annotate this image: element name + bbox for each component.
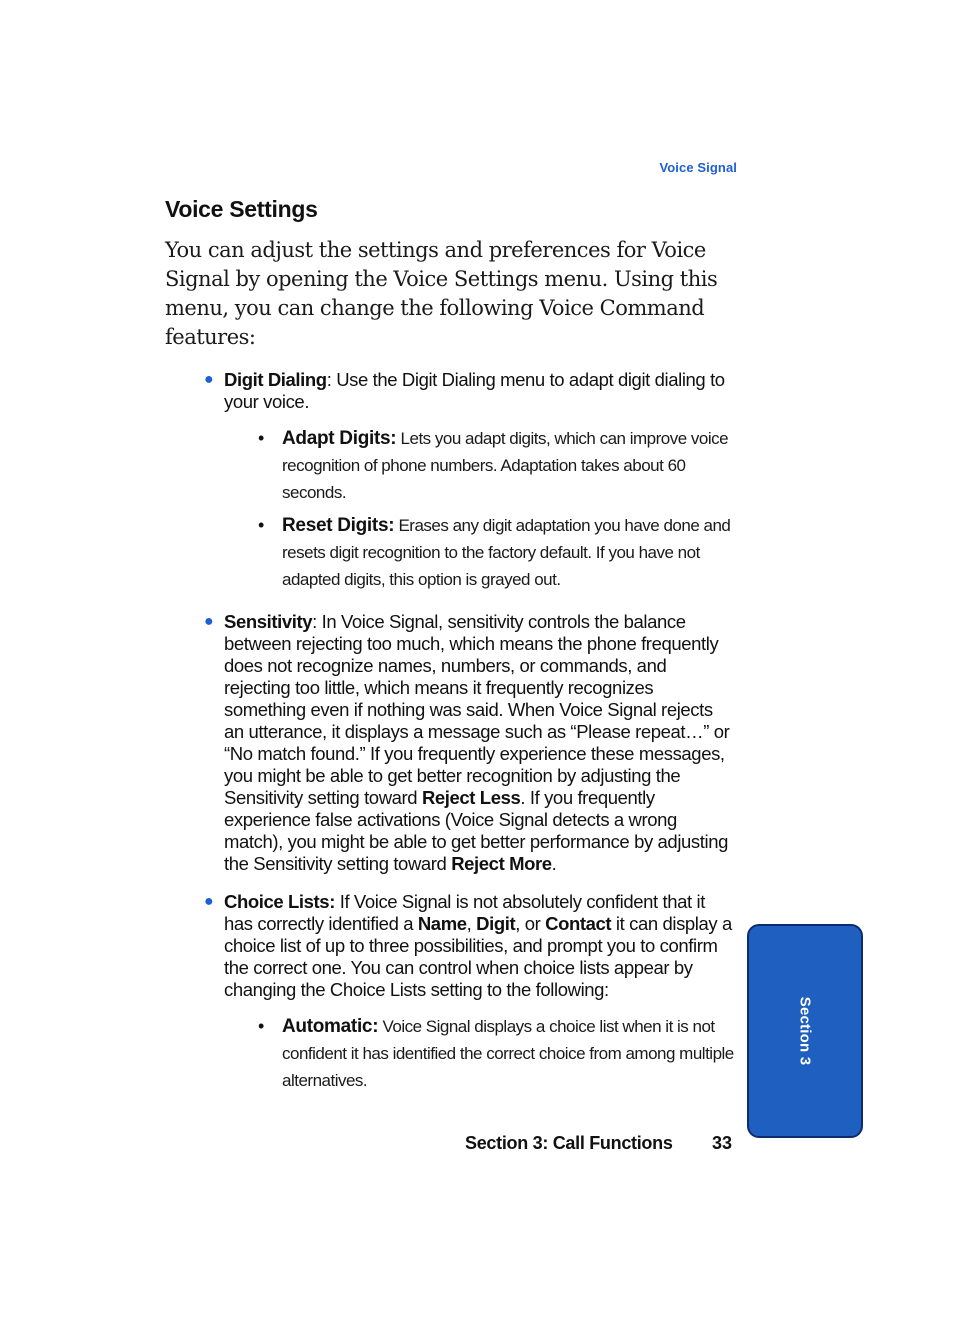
bullet-text: it can display a choice list of up to three possibilities, and prompt you to confirm the correct one. You can control when choice lists appear by changing the Choice Lists setting to the following: (224, 913, 732, 1000)
subitem-term: Adapt Digits: (282, 428, 397, 449)
subitem-text: Erases any digit adaptation you have done and resets digit recognition to the factory default. If you have not adapted digits, this option is grayed out. (282, 516, 731, 589)
subitem-adapt-digits (258, 425, 742, 506)
bullet-dot-icon: ● (204, 371, 214, 388)
section-tab-label: Section 3 (796, 996, 814, 1066)
bullet-text: . If you frequently experience false activations (Voice Signal detects a wrong match), you might be able to get better performance by adjusting the Sensitivity setting toward (224, 787, 728, 874)
bullet-term: Sensitivity (224, 611, 313, 632)
bold-contact: Contact (545, 913, 612, 934)
bullet-choice-lists (204, 891, 736, 1001)
page-number: 33 (712, 1133, 733, 1153)
bold-digit: Digit (476, 913, 516, 934)
bullet-dot-icon: ● (204, 613, 214, 630)
sub-bullet-dot-icon: • (258, 515, 264, 535)
subitem-reset-digits (258, 512, 742, 593)
subitem-text: Lets you adapt digits, which can improve voice recognition of phone numbers. Adaptation takes about 60 seconds. (282, 429, 729, 502)
bullet-text: : In Voice Signal, sensitivity controls the balance between rejecting too much, which means the phone frequently does not recognize names, numbers, or commands, and rejecting too little, which means it frequently recognizes something even if nothing was said. When Voice Signal rejects an utterance, it displays a message such as “Please repeat…” or “No match found.” If you frequently experience these messages, you might be able to get better recognition by adjusting the Sensitivity setting toward (224, 611, 730, 808)
bullet-digit-dialing (204, 369, 736, 413)
bullet-sensitivity (204, 611, 736, 875)
bullet-term: Choice Lists: (224, 891, 335, 912)
section-title: Voice Settings (165, 196, 318, 222)
running-header: Voice Signal (659, 160, 737, 175)
bullet-text: . (551, 853, 557, 874)
bullet-text: If Voice Signal is not absolutely confident that it has correctly identified a (224, 891, 705, 934)
subitem-term: Reset Digits: (282, 515, 395, 536)
subitem-text: Voice Signal displays a choice list when it is not confident it has identified the correct choice from among multiple alternatives. (282, 1017, 734, 1090)
subitem-automatic (258, 1013, 742, 1094)
bold-reject-more: Reject More (451, 853, 552, 874)
section-tab (747, 924, 863, 1138)
intro-paragraph: You can adjust the settings and preferences for Voice Signal by opening the Voice Settings menu. Using this menu, you can change the following Voice Command features: (165, 238, 718, 349)
bullet-text: : Use the Digit Dialing menu to adapt digit dialing to your voice. (224, 369, 725, 412)
subitem-term: Automatic: (282, 1016, 379, 1037)
bullet-term: Digit Dialing (224, 369, 327, 390)
bold-name: Name (417, 913, 467, 934)
footer-chapter: Section 3: Call Functions (465, 1133, 673, 1153)
sub-bullet-dot-icon: • (258, 1016, 264, 1036)
bullet-dot-icon: ● (204, 893, 214, 910)
bold-reject-less: Reject Less (421, 787, 521, 808)
sub-bullet-dot-icon: • (258, 428, 264, 448)
separator: , (466, 913, 477, 934)
separator: , or (515, 913, 546, 934)
